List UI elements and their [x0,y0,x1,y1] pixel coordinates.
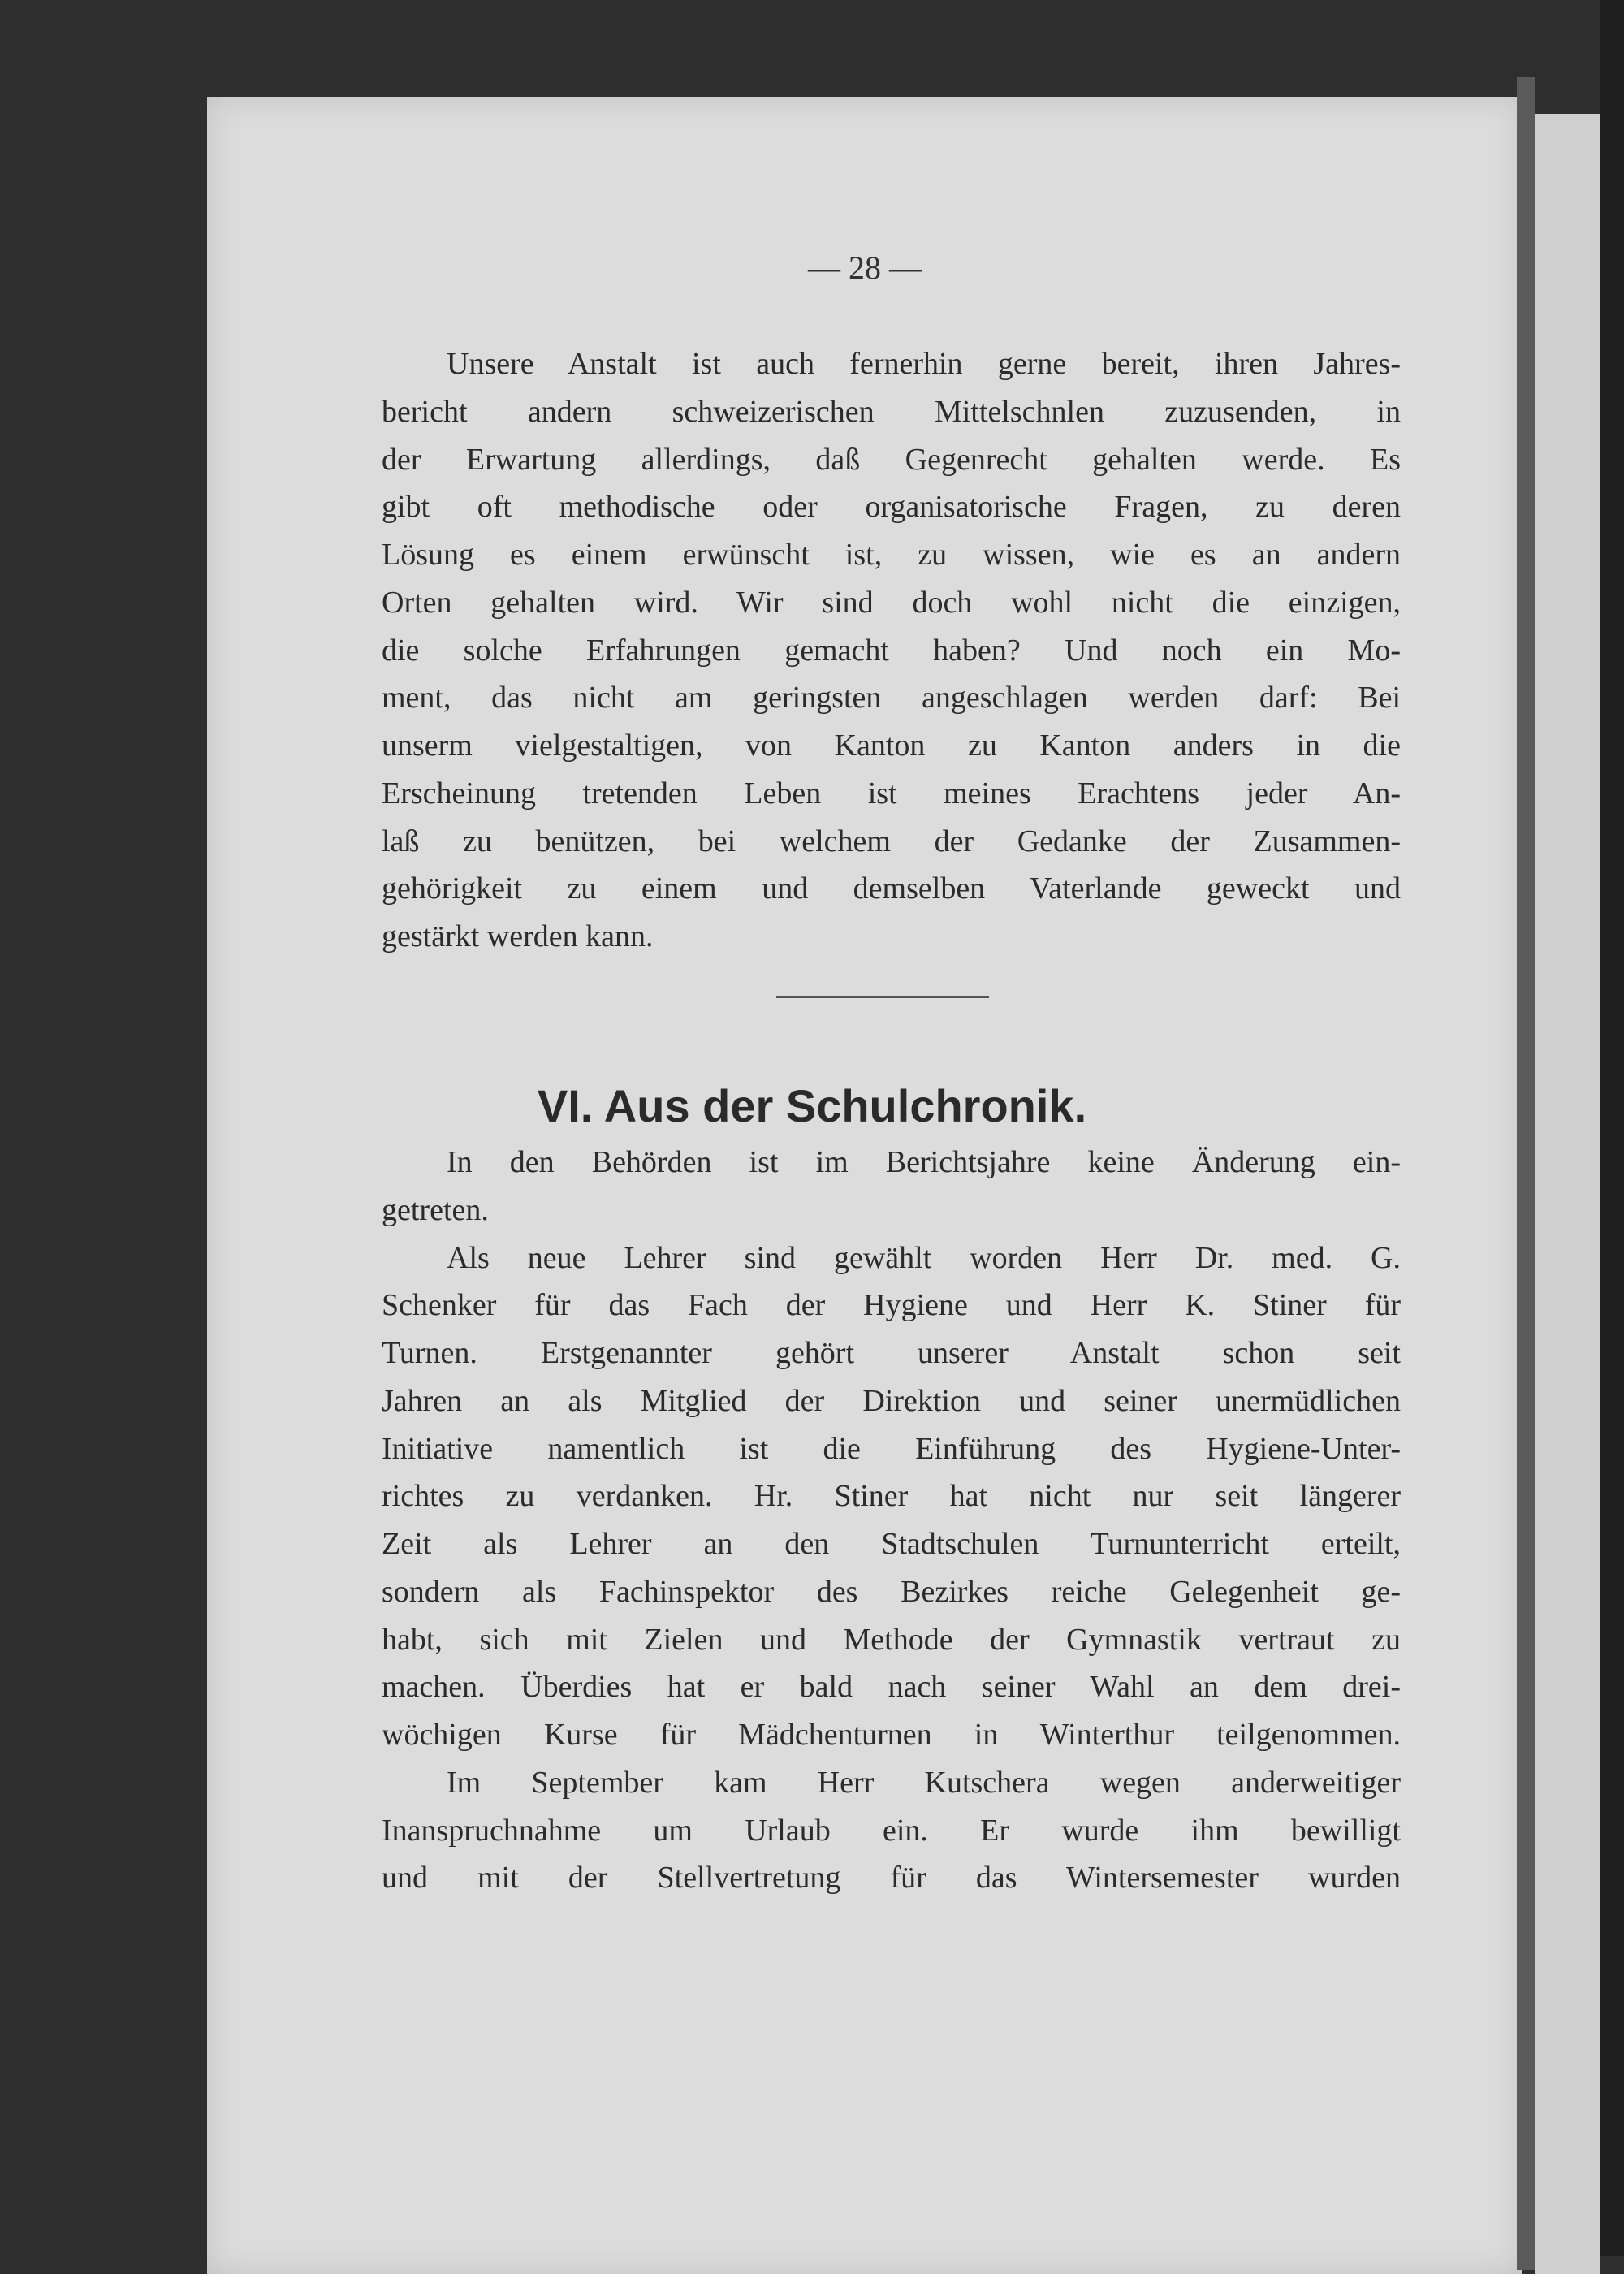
section-heading: VI. Aus der Schulchronik. [537,1080,1087,1131]
text-line: Turnen. Erstgenannter gehört unserer Anstalt schon seit [382,1336,1401,1370]
text-line: Jahren an als Mitglied der Direktion und seiner unermüdlichen [382,1383,1401,1418]
text-line: Lösung es einem erwünscht ist, zu wissen, wie es an andern [382,538,1401,572]
text-line: bericht andern schweizerischen Mittelschnlen zuzusenden, in [382,394,1401,429]
text-line: Inanspruchnahme um Urlaub ein. Er wurde ihm bewilligt [382,1813,1401,1848]
text-line: In den Behörden ist im Berichtsjahre keine Änderung ein- [447,1145,1401,1179]
text-line: gehörigkeit zu einem und demselben Vaterlande geweckt und [382,871,1401,906]
text-line: habt, sich mit Zielen und Methode der Gymnastik vertraut zu [382,1622,1401,1657]
text-line: laß zu benützen, bei welchem der Gedanke der Zusammen- [382,824,1401,858]
text-line: ment, das nicht am geringsten angeschlagen werden darf: Bei [382,681,1401,715]
text-line: und mit der Stellvertretung für das Wintersemester wurden [382,1861,1401,1896]
text-line: Im September kam Herr Kutschera wegen anderweitiger [447,1765,1401,1800]
text-line: gibt oft methodische oder organisatorische Fragen, zu deren [382,490,1401,525]
text-line: Erscheinung tretenden Leben ist meines Erachtens jeder An- [382,776,1401,811]
page-number: — 28 — [808,249,922,286]
text-line: Schenker für das Fach der Hygiene und Herr K. Stiner für [382,1288,1401,1323]
book-gutter [1517,77,1535,2270]
text-line: die solche Erfahrungen gemacht haben? Und noch ein Mo- [382,633,1401,668]
paragraph-cooperation [382,340,1401,961]
text-line: richtes zu verdanken. Hr. Stiner hat nicht nur seit längerer [382,1479,1401,1514]
section-divider [776,996,989,998]
paragraph-chronicle [382,1139,1401,1902]
text-line: machen. Überdies hat er bald nach seiner Wahl an dem drei- [382,1670,1401,1705]
text-line: gestärkt werden kann. [382,919,654,953]
text-line: getreten. [382,1192,489,1227]
text-line: Als neue Lehrer sind gewählt worden Herr Dr. med. G. [447,1240,1401,1275]
text-line: der Erwartung allerdings, daß Gegenrecht gehalten werde. Es [382,442,1401,477]
text-line: Zeit als Lehrer an den Stadtschulen Turnunterricht erteilt, [382,1527,1401,1561]
text-line: sondern als Fachinspektor des Bezirkes reiche Gelegenheit ge- [382,1574,1401,1609]
text-line: Initiative namentlich ist die Einführung des Hygiene-Unter- [382,1431,1401,1466]
facing-page-edge [1535,114,1600,2274]
text-line: Orten gehalten wird. Wir sind doch wohl nicht die einzigen, [382,585,1401,620]
text-line: wöchigen Kurse für Mädchenturnen in Winterthur teilgenommen. [382,1718,1401,1752]
text-line: unserm vielgestaltigen, von Kanton zu Kanton anders in die [382,728,1401,763]
text-line: Unsere Anstalt ist auch fernerhin gerne bereit, ihren Jahres- [447,347,1401,381]
